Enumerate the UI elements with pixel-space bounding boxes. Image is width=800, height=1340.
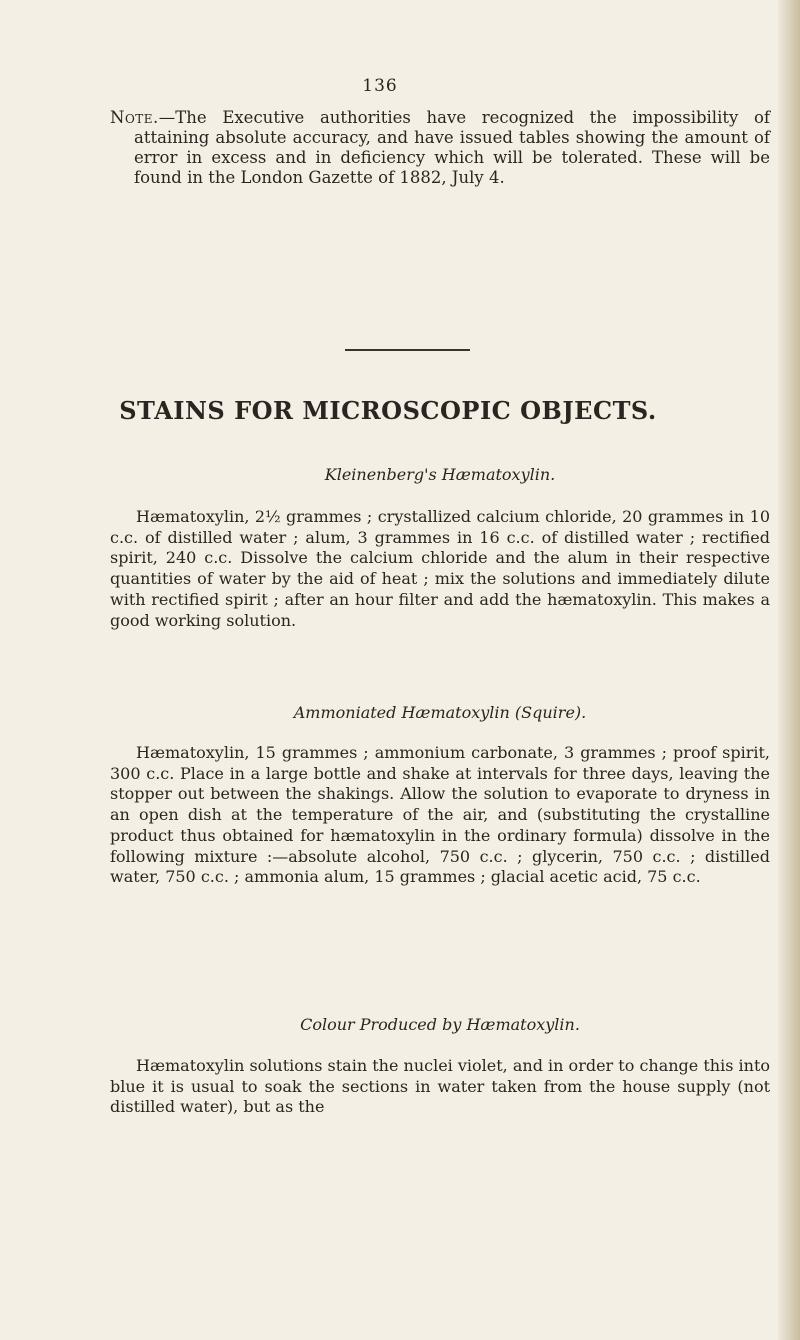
section-divider	[345, 349, 470, 351]
note-lead: Note.	[110, 108, 159, 127]
section-body: Hæmatoxylin, 2½ grammes ; crystallized calcium chloride, 20 grammes in 10 c.c. of distilled water ; alum, 3 grammes in 16 c.c. of distilled water ; rectified spirit, 240 c.c. Dissolve the calcium chloride and the alum in their respective quantities of water by the aid of heat ; mix the solutions and immediately dilute with rectified spirit ; after an hour filter and add the hæmatoxylin. This makes a good working solution.	[110, 507, 770, 630]
section-heading: Colour Produced by Hæmatoxylin.	[300, 1015, 580, 1034]
page-number: 136	[362, 76, 398, 96]
note-text: —The Executive authorities have recognized the impossibility of attaining absolute accuracy, and have issued tables showing the amount of error in excess and in deficiency which will be tolerated. These will be found in the London Gazette of 1882, July 4.	[134, 108, 770, 187]
section-heading: Kleinenberg's Hæmatoxylin.	[324, 465, 556, 484]
section-ammoniated	[110, 703, 770, 888]
section-heading: Ammoniated Hæmatoxylin (Squire).	[293, 703, 587, 722]
section-colour	[110, 1015, 770, 1118]
note-paragraph	[110, 108, 770, 188]
page-title: STAINS FOR MICROSCOPIC OBJECTS.	[119, 396, 657, 425]
section-body: Hæmatoxylin, 15 grammes ; ammonium carbonate, 3 grammes ; proof spirit, 300 c.c. Place in a large bottle and shake at intervals for three days, leaving the stopper out between the shakings. Allow the solution to evaporate to dryness in an open dish at the temperature of the air, and (substituting the crystalline product thus obtained for hæmatoxylin in the ordinary formula) dissolve in the following mixture :—absolute alcohol, 750 c.c. ; glycerin, 750 c.c. ; distilled water, 750 c.c. ; ammonia alum, 15 grammes ; glacial acetic acid, 75 c.c.	[110, 743, 770, 887]
section-kleinenberg	[110, 465, 770, 631]
page-edge-shadow	[778, 0, 800, 1340]
section-body: Hæmatoxylin solutions stain the nuclei violet, and in order to change this into blue it is usual to soak the sections in water taken from the house supply (not distilled water), but as the	[110, 1056, 770, 1117]
